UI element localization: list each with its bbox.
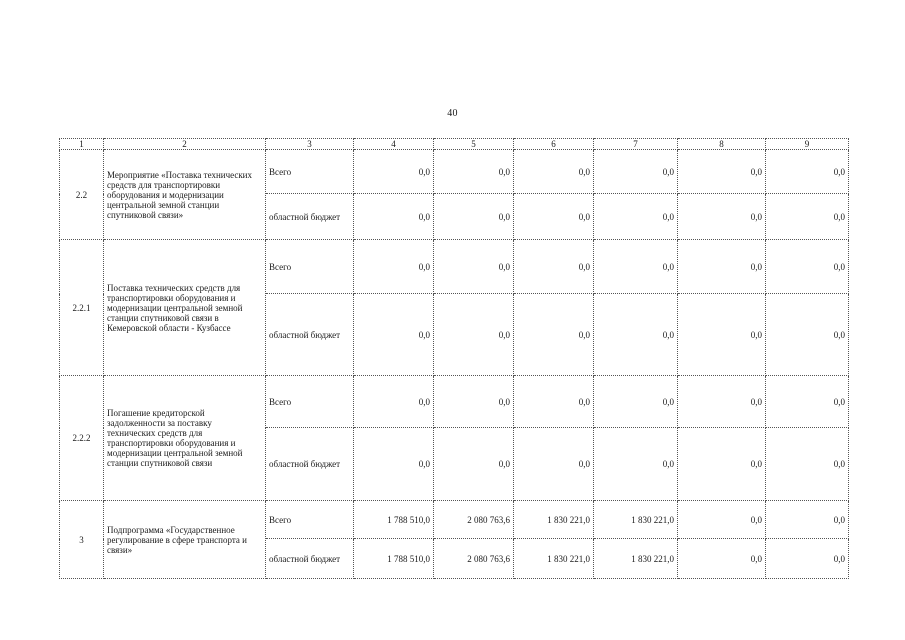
value-cell: 0,0 bbox=[514, 428, 594, 501]
value-cell: 0,0 bbox=[594, 294, 678, 376]
row-name: Мероприятие «Поставка технических средств для транспортировки оборудования и модернизации центральной земной станции спутниковой связи» bbox=[104, 150, 266, 240]
table-row bbox=[60, 150, 849, 194]
table-row bbox=[60, 501, 849, 539]
header-cell-5: 5 bbox=[434, 139, 514, 150]
value-cell: 0,0 bbox=[354, 428, 434, 501]
value-cell: 1 830 221,0 bbox=[514, 501, 594, 539]
value-cell: 2 080 763,6 bbox=[434, 539, 514, 579]
value-cell: 1 788 510,0 bbox=[354, 501, 434, 539]
row-code: 2.2 bbox=[60, 150, 104, 240]
page-number: 40 bbox=[447, 108, 458, 119]
value-cell: 1 830 221,0 bbox=[594, 539, 678, 579]
value-cell: 0,0 bbox=[766, 501, 849, 539]
value-cell: 0,0 bbox=[434, 150, 514, 194]
value-cell: 0,0 bbox=[434, 194, 514, 240]
value-cell: 1 788 510,0 bbox=[354, 539, 434, 579]
value-cell: 0,0 bbox=[766, 150, 849, 194]
value-cell: 0,0 bbox=[354, 240, 434, 294]
funding-source: областной бюджет bbox=[266, 428, 354, 501]
value-cell: 0,0 bbox=[594, 150, 678, 194]
funding-source: областной бюджет bbox=[266, 539, 354, 579]
value-cell: 0,0 bbox=[594, 376, 678, 428]
row-code: 3 bbox=[60, 501, 104, 579]
value-cell: 1 830 221,0 bbox=[594, 501, 678, 539]
value-cell: 0,0 bbox=[354, 194, 434, 240]
row-code: 2.2.1 bbox=[60, 240, 104, 376]
header-cell-6: 6 bbox=[514, 139, 594, 150]
value-cell: 0,0 bbox=[766, 376, 849, 428]
row-name: Поставка технических средств для транспортировки оборудования и модернизации центральной земной станции спутниковой связи в Кемеровской области - Кузбассе bbox=[104, 240, 266, 376]
funding-source: Всего bbox=[266, 240, 354, 294]
value-cell: 0,0 bbox=[354, 150, 434, 194]
value-cell: 0,0 bbox=[434, 428, 514, 501]
row-name: Погашение кредиторской задолженности за поставку технических средств для транспортировки оборудования и модернизации центральной земной станции спутниковой связи bbox=[104, 376, 266, 501]
funding-source: областной бюджет bbox=[266, 294, 354, 376]
value-cell: 0,0 bbox=[514, 240, 594, 294]
row-code: 2.2.2 bbox=[60, 376, 104, 501]
funding-source: Всего bbox=[266, 150, 354, 194]
value-cell: 0,0 bbox=[766, 539, 849, 579]
value-cell: 0,0 bbox=[594, 194, 678, 240]
table-row bbox=[60, 376, 849, 428]
value-cell: 0,0 bbox=[678, 294, 766, 376]
header-cell-9: 9 bbox=[766, 139, 849, 150]
value-cell: 2 080 763,6 bbox=[434, 501, 514, 539]
value-cell: 0,0 bbox=[766, 240, 849, 294]
value-cell: 0,0 bbox=[766, 428, 849, 501]
value-cell: 0,0 bbox=[678, 194, 766, 240]
value-cell: 0,0 bbox=[514, 294, 594, 376]
value-cell: 0,0 bbox=[678, 150, 766, 194]
value-cell: 0,0 bbox=[514, 150, 594, 194]
row-name: Подпрограмма «Государственное регулирование в сфере транспорта и связи» bbox=[104, 501, 266, 579]
budget-table bbox=[59, 138, 849, 579]
header-cell-4: 4 bbox=[354, 139, 434, 150]
value-cell: 0,0 bbox=[434, 376, 514, 428]
value-cell: 0,0 bbox=[594, 428, 678, 501]
value-cell: 0,0 bbox=[354, 294, 434, 376]
value-cell: 0,0 bbox=[594, 240, 678, 294]
value-cell: 1 830 221,0 bbox=[514, 539, 594, 579]
value-cell: 0,0 bbox=[766, 194, 849, 240]
value-cell: 0,0 bbox=[434, 294, 514, 376]
value-cell: 0,0 bbox=[514, 194, 594, 240]
funding-source: областной бюджет bbox=[266, 194, 354, 240]
header-row bbox=[60, 139, 849, 150]
value-cell: 0,0 bbox=[514, 376, 594, 428]
table-row bbox=[60, 240, 849, 294]
value-cell: 0,0 bbox=[434, 240, 514, 294]
header-cell-2: 2 bbox=[104, 139, 266, 150]
value-cell: 0,0 bbox=[678, 539, 766, 579]
header-cell-8: 8 bbox=[678, 139, 766, 150]
value-cell: 0,0 bbox=[678, 240, 766, 294]
funding-source: Всего bbox=[266, 376, 354, 428]
value-cell: 0,0 bbox=[354, 376, 434, 428]
value-cell: 0,0 bbox=[678, 428, 766, 501]
header-cell-7: 7 bbox=[594, 139, 678, 150]
value-cell: 0,0 bbox=[678, 376, 766, 428]
header-cell-3: 3 bbox=[266, 139, 354, 150]
funding-source: Всего bbox=[266, 501, 354, 539]
header-cell-1: 1 bbox=[60, 139, 104, 150]
value-cell: 0,0 bbox=[766, 294, 849, 376]
value-cell: 0,0 bbox=[678, 501, 766, 539]
